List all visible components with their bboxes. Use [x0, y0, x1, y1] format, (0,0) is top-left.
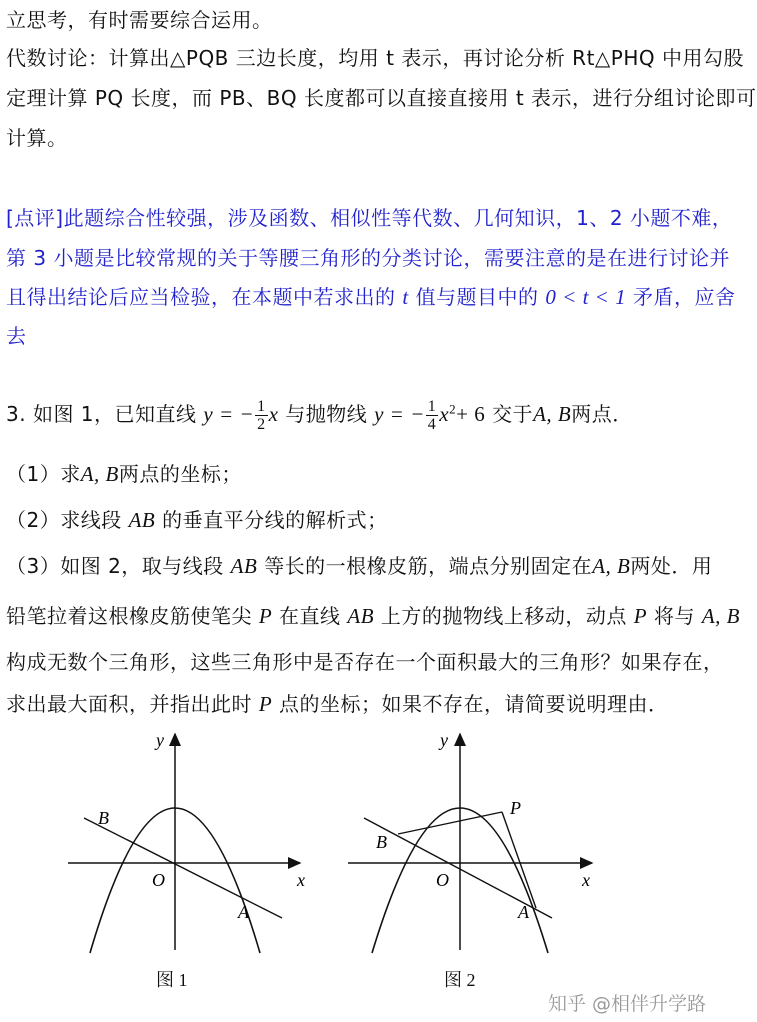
figure-1-caption: 图 1: [156, 970, 188, 990]
fraction-num: 1: [427, 398, 437, 415]
comment-text: 矛盾，应舍: [632, 285, 736, 309]
question-2: [6, 504, 388, 533]
problem-text: 与抛物线: [285, 402, 368, 426]
q-text: （1）求: [6, 462, 81, 486]
label-a: A: [238, 902, 249, 922]
line-3: 定理计算 PQ 长度，而 PB、BQ 长度都可以直接直接用 t 表示，进行分组讨论即可: [6, 86, 757, 110]
q-text: 上方的抛物线上移动，动点: [380, 604, 627, 628]
comment-line-3: [6, 281, 735, 310]
comment-line-2: 第 3 小题是比较常规的关于等腰三角形的分类讨论，需要注意的是在进行讨论并: [6, 246, 730, 270]
fraction-num: 1: [257, 398, 266, 415]
label-b: B: [376, 832, 387, 852]
question-1: [6, 458, 242, 487]
eq-lhs: y = −: [374, 402, 425, 426]
label-x: x: [297, 870, 305, 890]
q-text: 在直线: [279, 604, 341, 628]
q-text: 求出最大面积，并指出此时: [6, 692, 252, 716]
line-4: 计算。: [6, 126, 68, 150]
question-3-line-2: [6, 600, 740, 629]
line-2: 代数讨论：计算出△PQB 三边长度，均用 t 表示，再讨论分析 Rt△PHQ 中用勾股: [6, 46, 744, 70]
label-y: y: [440, 730, 448, 750]
question-3-line-3: 构成无数个三角形，这些三角形中是否存在一个面积最大的三角形？如果存在，: [6, 650, 724, 674]
eq-lhs: y = −: [203, 402, 255, 426]
q-text: 等长的一根橡皮筋，端点分别固定在: [264, 554, 593, 578]
q-text: 两处．用: [630, 554, 713, 578]
fraction-den: 4: [427, 416, 437, 433]
label-origin: O: [152, 870, 165, 890]
segment-bp: [398, 812, 502, 834]
q-text: 两点的坐标；: [118, 462, 242, 486]
segment-ab: AB: [347, 604, 375, 628]
comment-line-4: 去: [6, 324, 27, 348]
label-a: A: [518, 902, 529, 922]
figure-2-caption: 图 2: [444, 970, 476, 990]
comment-text: 且得出结论后应当检验，在本题中若求出的: [6, 285, 396, 309]
label-origin: O: [436, 870, 449, 890]
comment-inequality: 0 < t < 1: [545, 285, 627, 309]
equation-parabola: [374, 398, 492, 433]
segment-ab: AB: [128, 508, 156, 532]
q-text: 铅笔拉着这根橡皮筋使笔尖: [6, 604, 252, 628]
point-p: P: [258, 604, 273, 628]
eq-exponent: 2: [449, 401, 457, 417]
problem-text: 两点．: [571, 402, 633, 426]
comment-var-t: t: [402, 285, 409, 309]
q-text: 将与: [653, 604, 695, 628]
q-text: （2）求线段: [6, 508, 122, 532]
points-ab: A, B: [533, 402, 572, 426]
figure-2: [340, 728, 610, 958]
q-text: 点的坐标；如果不存在，请简要说明理由．: [279, 692, 669, 716]
fraction-1-2: [255, 398, 268, 433]
fraction-den: 2: [257, 416, 266, 433]
label-x: x: [582, 870, 590, 890]
points-ab: A, B: [701, 604, 740, 628]
segment-ab: AB: [230, 554, 258, 578]
q-text: （3）如图 2，取与线段: [6, 554, 224, 578]
problem-statement: [6, 398, 633, 433]
watermark: 知乎 @相伴升学路: [547, 993, 706, 1015]
comment-line-1: [点评]此题综合性较强，涉及函数、相似性等代数、几何知识，1、2 小题不难，: [6, 206, 733, 230]
points-ab: A, B: [80, 462, 119, 486]
label-b: B: [98, 808, 109, 828]
fraction-1-4: [426, 398, 439, 433]
point-p: P: [258, 692, 273, 716]
point-p: P: [633, 604, 648, 628]
comment-text: 值与题目中的: [415, 285, 539, 309]
eq-rest: + 6: [456, 402, 486, 426]
line-ab: [84, 818, 282, 918]
question-3: [6, 550, 712, 579]
label-y: y: [156, 730, 164, 750]
line-1: 立思考，有时需要综合运用。: [6, 8, 273, 32]
eq-var: x: [268, 402, 279, 426]
points-ab: A, B: [592, 554, 631, 578]
q-text: 的垂直平分线的解析式；: [162, 508, 388, 532]
label-p: P: [510, 798, 521, 818]
eq-var: x: [439, 402, 450, 426]
figure-1: [60, 728, 320, 958]
problem-text: 交于: [492, 402, 534, 426]
problem-text: 3. 如图 1，已知直线: [6, 402, 197, 426]
equation-line: [203, 398, 285, 433]
question-3-line-4: [6, 688, 669, 717]
